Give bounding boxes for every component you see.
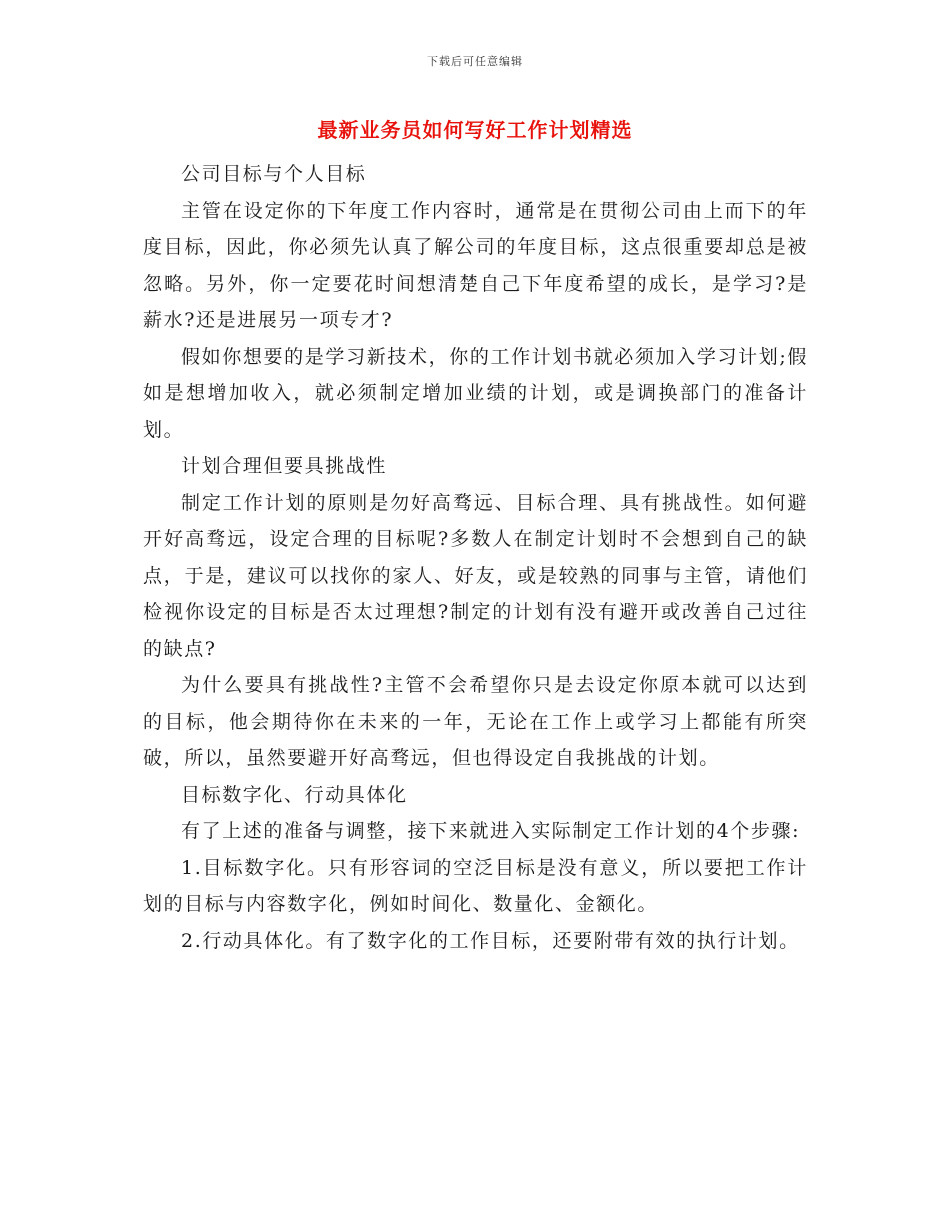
document-body (143, 156, 808, 959)
section-heading-digitize: 目标数字化、行动具体化 (181, 783, 408, 806)
document-title: 最新业务员如何写好工作计划精选 (317, 118, 633, 142)
header-note: 下载后可任意编辑 (427, 55, 523, 68)
paragraph: 有了上述的准备与调整，接下来就进入实际制定工作计划的4个步骤: (181, 820, 801, 842)
section-heading-challenge: 计划合理但要具挑战性 (181, 455, 388, 477)
paragraph: 假如你想要的是学习新技术，你的工作计划书就必须加入学习计划;假如是想增加收入，就必须制定增加业绩的计划，或是调换部门的准备计划。 (143, 345, 808, 441)
list-item: 1.目标数字化。只有形容词的空泛目标是没有意义，所以要把工作计划的目标与内容数字化，例如时间化、数量化、金额化。 (143, 856, 808, 915)
list-item: 2.行动具体化。有了数字化的工作目标，还要附带有效的执行计划。 (181, 929, 800, 952)
paragraph: 制定工作计划的原则是勿好高骛远、目标合理、具有挑战性。如何避开好高骛远，设定合理的目标呢?多数人在制定计划时不会想到自己的缺点，于是，建议可以找你的家人、好友，或是较熟的同事与主管，请他们检视你设定的目标是否太过理想?制定的计划有没有避开或改善自己过往的缺点? (143, 491, 808, 660)
paragraph: 为什么要具有挑战性?主管不会希望你只是去设定你原本就可以达到的目标，他会期待你在未来的一年，无论在工作上或学习上都能有所突破，所以，虽然要避开好高骛远，但也得设定自我挑战的计划。 (143, 674, 808, 769)
section-heading-goals: 公司目标与个人目标 (181, 163, 367, 185)
paragraph: 主管在设定你的下年度工作内容时，通常是在贯彻公司由上而下的年度目标，因此，你必须先认真了解公司的年度目标，这点很重要却总是被忽略。另外，你一定要花时间想清楚自己下年度希望的成长，是学习?是薪水?还是进展另一项专才? (143, 199, 808, 331)
